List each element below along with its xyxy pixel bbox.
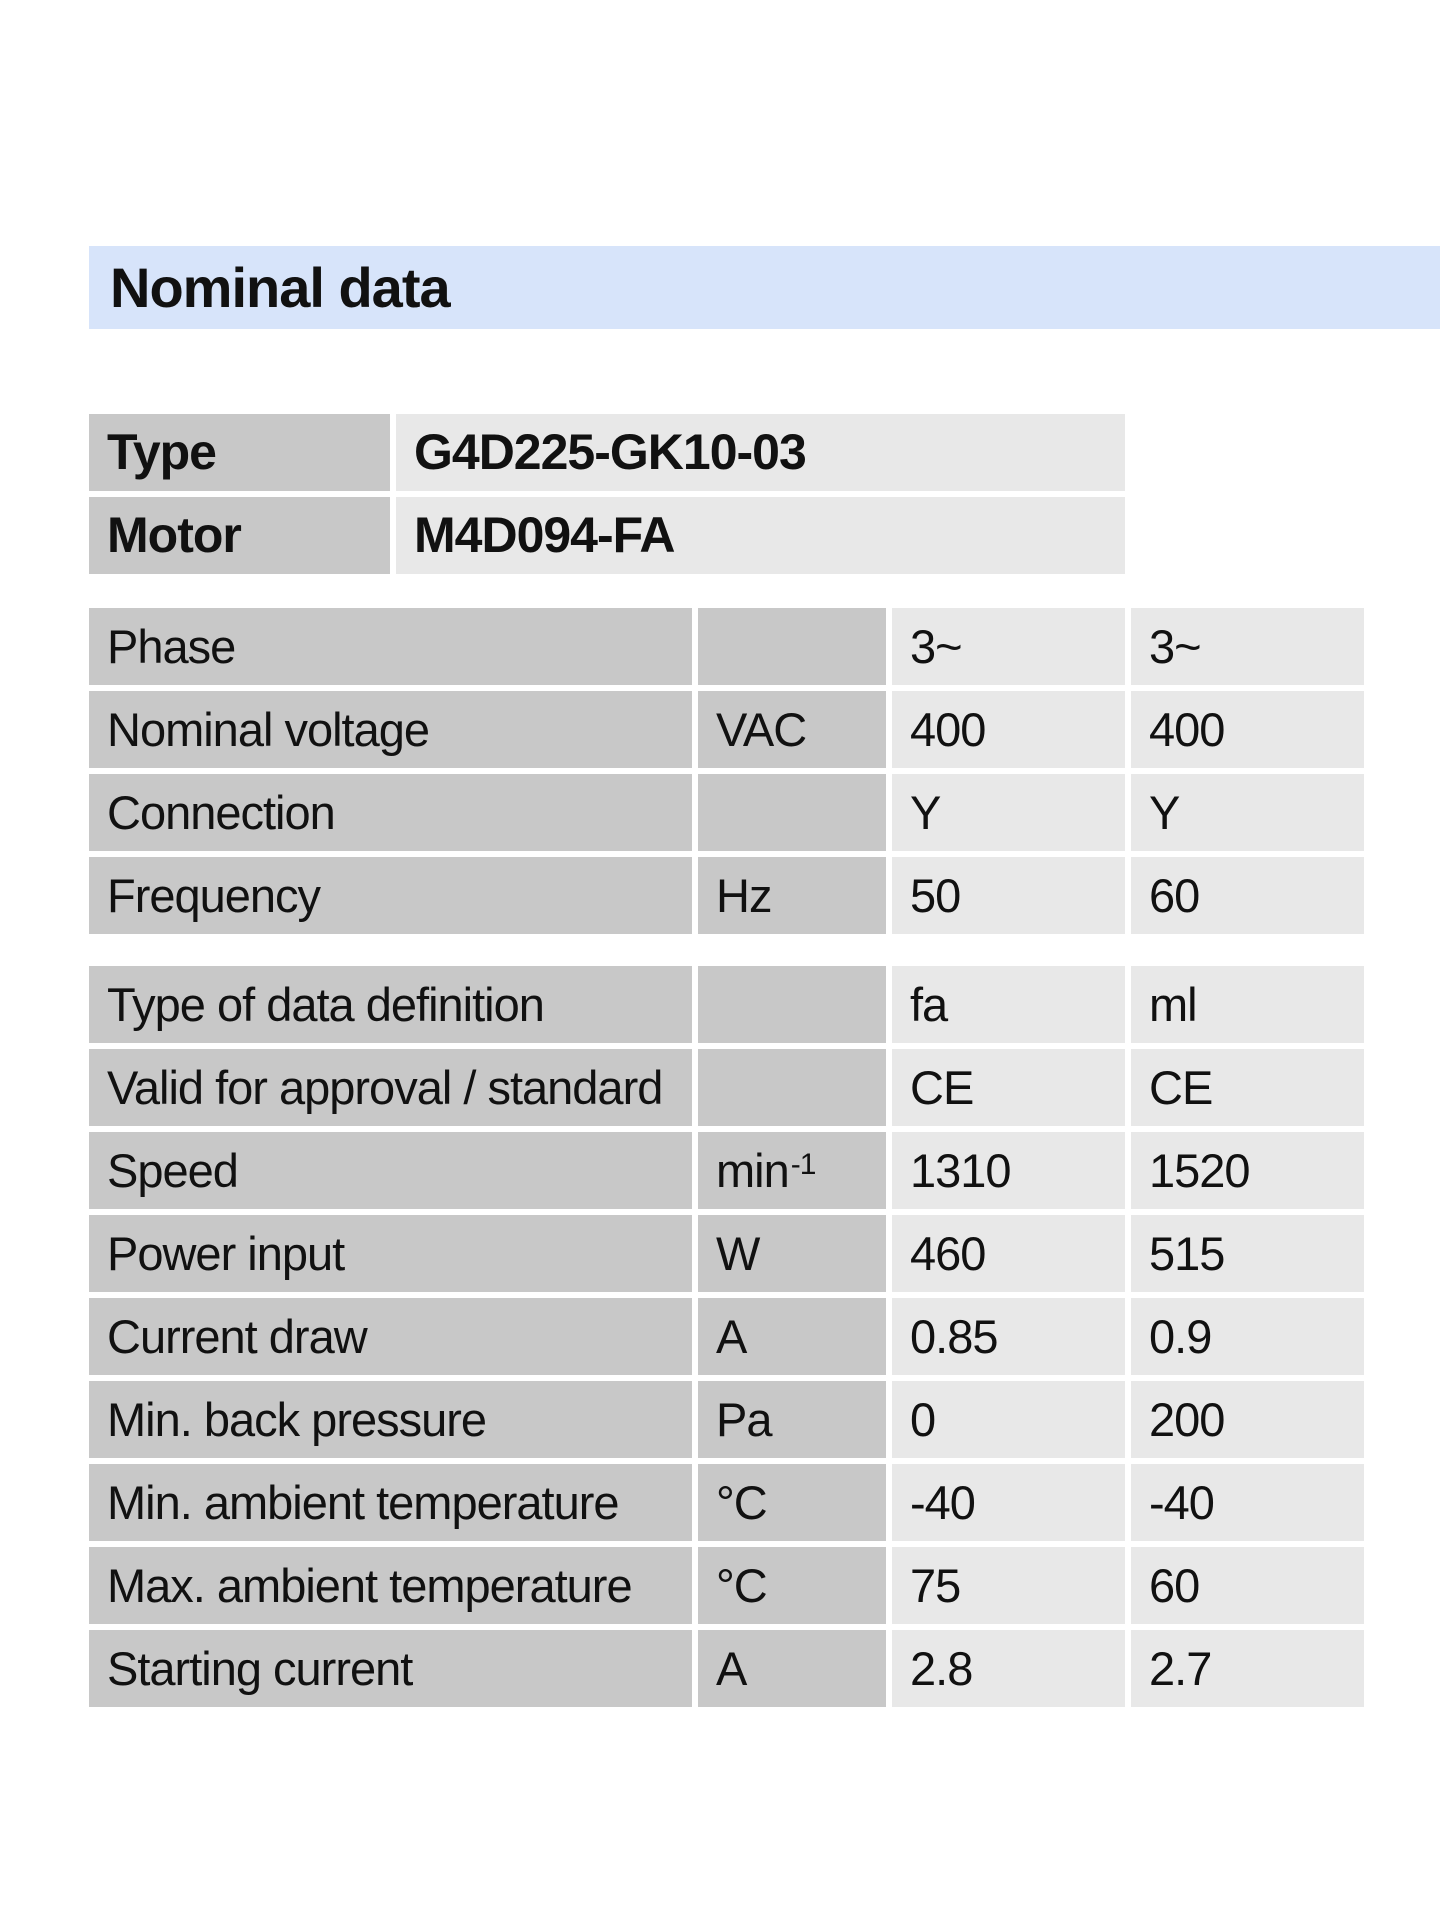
table-row-value-2: Y <box>1131 774 1364 851</box>
table-row-value-2: CE <box>1131 1049 1364 1126</box>
motor-value: M4D094-FA <box>396 497 1125 574</box>
speed-unit-exponent: -1 <box>790 1148 816 1181</box>
table-row-unit: A <box>698 1630 886 1707</box>
table-row-value-2: 200 <box>1131 1381 1364 1458</box>
table-row-value-1: CE <box>892 1049 1125 1126</box>
table-row-unit: °C <box>698 1547 886 1624</box>
table-row-value-2: 0.9 <box>1131 1298 1364 1375</box>
table-row-label: Type of data definition <box>89 966 692 1043</box>
table-row-unit: W <box>698 1215 886 1292</box>
table-row-unit <box>698 1049 886 1126</box>
table-row-value-1: 3~ <box>892 608 1125 685</box>
table-row-label: Min. back pressure <box>89 1381 692 1458</box>
table-row-value-1: -40 <box>892 1464 1125 1541</box>
motor-label: Motor <box>89 497 390 574</box>
table-row-label: Current draw <box>89 1298 692 1375</box>
table-row-value-1: 2.8 <box>892 1630 1125 1707</box>
table-row-unit: VAC <box>698 691 886 768</box>
table-row-label: Speed <box>89 1132 692 1209</box>
table-row-value-2: 515 <box>1131 1215 1364 1292</box>
table-row-value-1: 460 <box>892 1215 1125 1292</box>
table-row-unit: Pa <box>698 1381 886 1458</box>
table-row-value-2: 60 <box>1131 1547 1364 1624</box>
table-row-value-1: 0.85 <box>892 1298 1125 1375</box>
table-row-label: Connection <box>89 774 692 851</box>
table-row-label: Valid for approval / standard <box>89 1049 692 1126</box>
table-row-value-2: 3~ <box>1131 608 1364 685</box>
table-row-value-1: 50 <box>892 857 1125 934</box>
table-row-unit <box>698 966 886 1043</box>
table-row-unit: Hz <box>698 857 886 934</box>
type-label: Type <box>89 414 390 491</box>
table-row-label: Nominal voltage <box>89 691 692 768</box>
speed-unit-base: min <box>716 1144 789 1197</box>
table-row-value-2: 1520 <box>1131 1132 1364 1209</box>
table-row-value-1: 0 <box>892 1381 1125 1458</box>
table-row-value-1: 400 <box>892 691 1125 768</box>
table-row-value-2: 60 <box>1131 857 1364 934</box>
table-row-value-2: 2.7 <box>1131 1630 1364 1707</box>
table-row-value-2: ml <box>1131 966 1364 1043</box>
table-row-value-2: -40 <box>1131 1464 1364 1541</box>
table-row-value-1: 1310 <box>892 1132 1125 1209</box>
type-value: G4D225-GK10-03 <box>396 414 1125 491</box>
table-row-unit <box>698 1132 886 1209</box>
section-title: Nominal data <box>110 256 450 319</box>
table-row-label: Starting current <box>89 1630 692 1707</box>
section-header <box>89 246 1440 329</box>
table-row-unit <box>698 608 886 685</box>
table-row-label: Frequency <box>89 857 692 934</box>
table-row-value-2: 400 <box>1131 691 1364 768</box>
table-row-value-1: 75 <box>892 1547 1125 1624</box>
table-row-value-1: fa <box>892 966 1125 1043</box>
table-row-label: Max. ambient temperature <box>89 1547 692 1624</box>
table-row-label: Min. ambient temperature <box>89 1464 692 1541</box>
table-row-unit: A <box>698 1298 886 1375</box>
table-row-value-1: Y <box>892 774 1125 851</box>
table-row-unit: °C <box>698 1464 886 1541</box>
table-row-label: Power input <box>89 1215 692 1292</box>
table-row-label: Phase <box>89 608 692 685</box>
table-row-unit <box>698 774 886 851</box>
